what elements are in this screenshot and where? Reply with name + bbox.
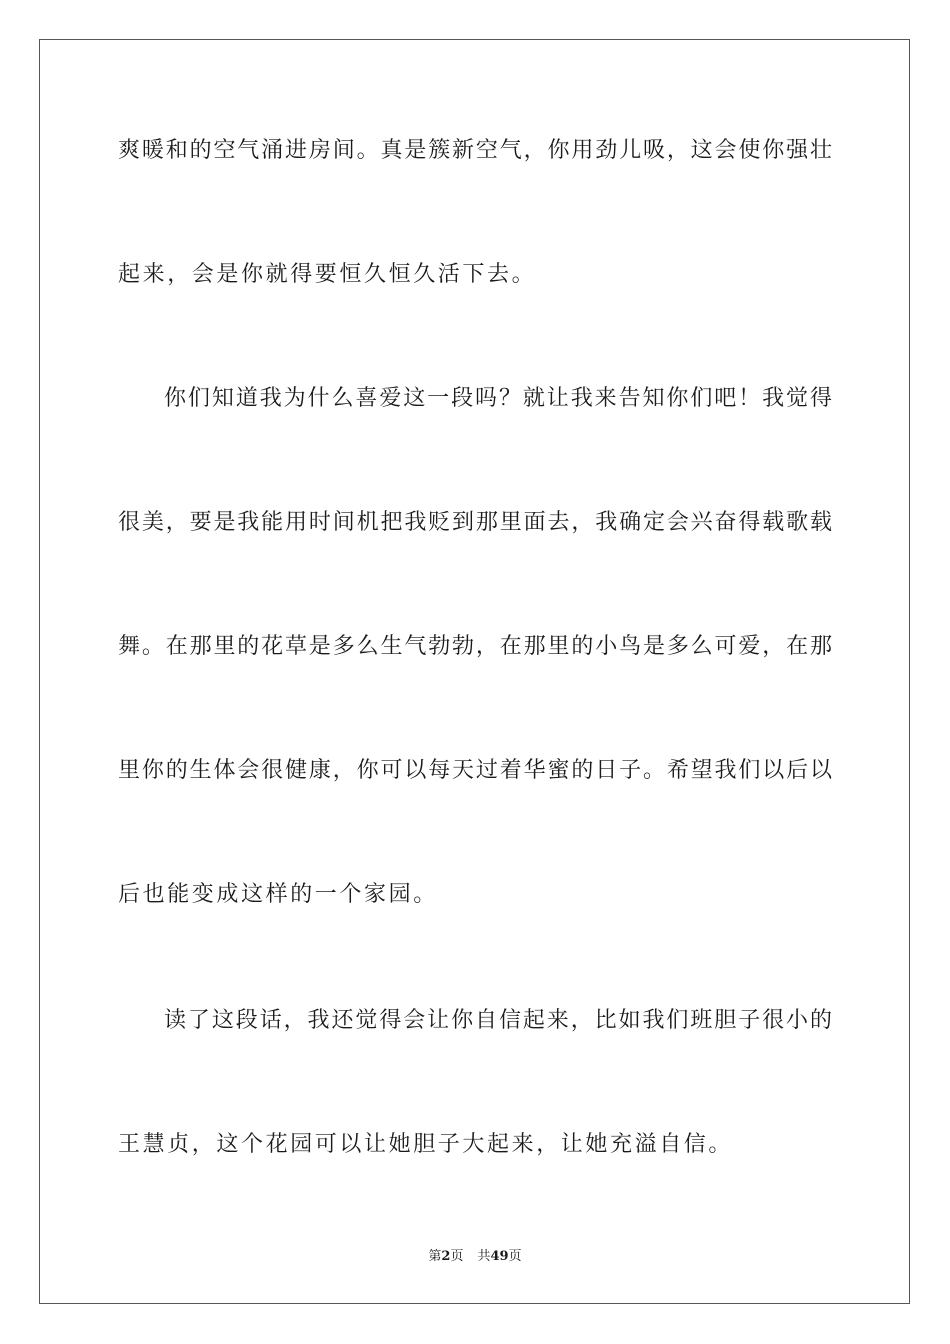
page-footer (0, 1248, 950, 1266)
text-line-3: 你们知道我为什么喜爱这一段吗？就让我来告知你们吧！我觉得 (164, 386, 832, 411)
text-line-2: 起来，会是你就得要恒久恒久活下去。 (118, 262, 537, 287)
text-line-8: 读了这段话，我还觉得会让你自信起来，比如我们班胆子很小的 (164, 1008, 832, 1033)
footer-page-number: 2 (441, 1249, 451, 1264)
footer-page-suffix: 页 (450, 1249, 464, 1264)
text-line-5: 舞。在那里的花草是多么生气勃勃，在那里的小鸟是多么可爱，在那 (118, 634, 832, 659)
footer-total-suffix: 页 (508, 1249, 522, 1264)
text-line-9: 王慧贞，这个花园可以让她胆子大起来，让她充溢自信。 (118, 1132, 734, 1157)
text-line-6: 里你的生体会很健康，你可以每天过着华蜜的日子。希望我们以后以 (118, 758, 832, 783)
footer-page-prefix: 第 (428, 1249, 442, 1264)
footer-total-pages: 49 (490, 1249, 509, 1264)
text-line-1: 爽暖和的空气涌进房间。真是簇新空气，你用劲儿吸，这会使你强壮 (118, 138, 832, 163)
page-frame (39, 39, 910, 1304)
footer-total-prefix: 共 (477, 1249, 491, 1264)
text-line-7: 后也能变成这样的一个家园。 (118, 882, 438, 907)
text-line-4: 很美，要是我能用时间机把我贬到那里面去，我确定会兴奋得载歌载 (118, 510, 832, 535)
